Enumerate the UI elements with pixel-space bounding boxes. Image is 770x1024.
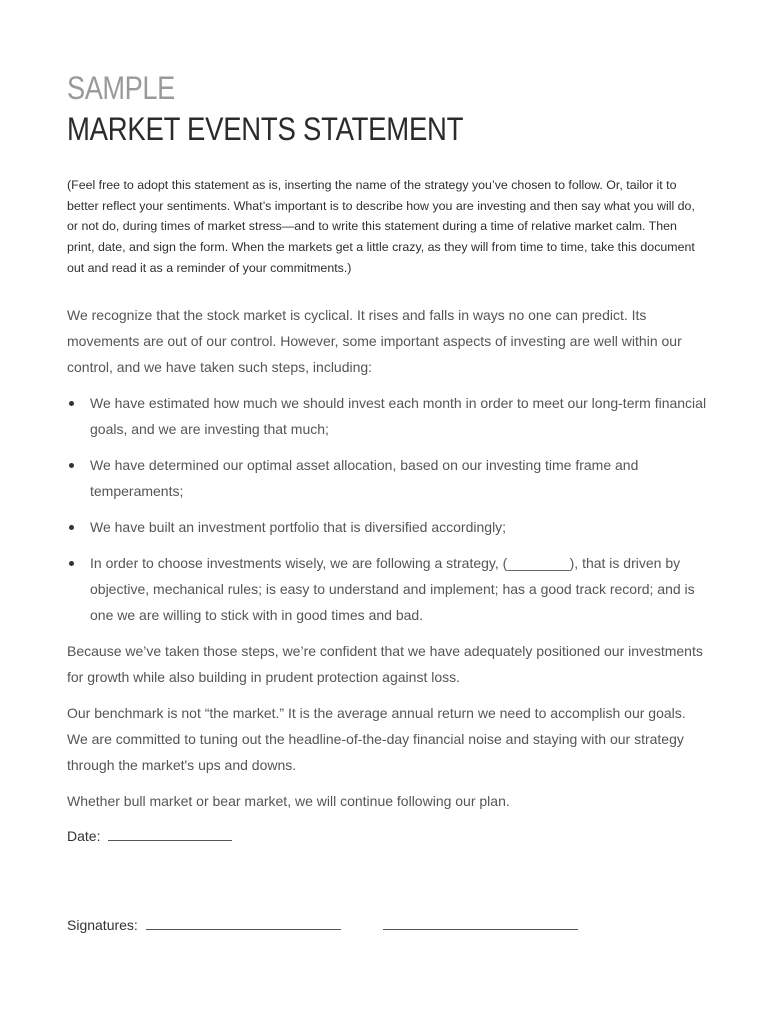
date-field[interactable] — [108, 826, 232, 841]
paragraph-3: Our benchmark is not “the market.” It is the average annual return we need to accomplish our goals. We are committed to tuning out the headline-of-the-day financial noise and staying with our strategy through the market's ups and downs. — [67, 705, 686, 773]
intro-instructions: (Feel free to adopt this statement as is, inserting the name of the strategy you’ve chosen to follow. Or, tailor it to better reflect your sentiments. What’s important is to describe how you are investing and then say what you will do, or not do, during times of market stress—and to write this statement during a time of relative market calm. Then print, date, and sign the form. When the markets get a little crazy, as they will from time to time, take this document out and read it as a reminder of your commitments.) — [67, 178, 695, 275]
steps-list — [67, 390, 707, 628]
signatures-label: Signatures: — [67, 917, 138, 933]
bullet-icon — [69, 401, 74, 406]
list-item-text: We have built an investment portfolio that is diversified accordingly; — [90, 519, 507, 535]
signature-field-1[interactable] — [146, 915, 341, 930]
statement-body — [67, 302, 707, 824]
bullet-icon — [69, 463, 74, 468]
bullet-icon — [69, 525, 74, 530]
document-title: MARKET EVENTS STATEMENT — [67, 111, 464, 147]
list-item-text: We have estimated how much we should invest each month in order to meet our long-term financial goals, and we are investing that much; — [90, 395, 707, 437]
date-field-row — [67, 826, 232, 844]
paragraph-4: Whether bull market or bear market, we will continue following our plan. — [67, 793, 510, 809]
signature-field-2[interactable] — [383, 915, 578, 930]
sample-label: SAMPLE — [67, 70, 175, 106]
bullet-icon — [69, 561, 74, 566]
list-item — [67, 452, 707, 504]
list-item-text: We have determined our optimal asset allocation, based on our investing time frame and temperaments; — [90, 457, 639, 499]
date-label: Date: — [67, 828, 101, 844]
paragraph-2: Because we’ve taken those steps, we’re confident that we have adequately positioned our investments for growth while also building in prudent protection against loss. — [67, 643, 703, 685]
list-item — [67, 550, 707, 628]
list-item-text: In order to choose investments wisely, we are following a strategy, (________), that is driven by objective, mechanical rules; is easy to understand and implement; has a good track record; and is one we are willing to stick with in good times and bad. — [90, 555, 695, 623]
paragraph-1: We recognize that the stock market is cyclical. It rises and falls in ways no one can predict. Its movements are out of our control. However, some important aspects of investing are well within our control, and we have taken such steps, including: — [67, 307, 682, 375]
list-item — [67, 390, 707, 442]
signatures-row — [67, 915, 578, 933]
list-item — [67, 514, 707, 540]
